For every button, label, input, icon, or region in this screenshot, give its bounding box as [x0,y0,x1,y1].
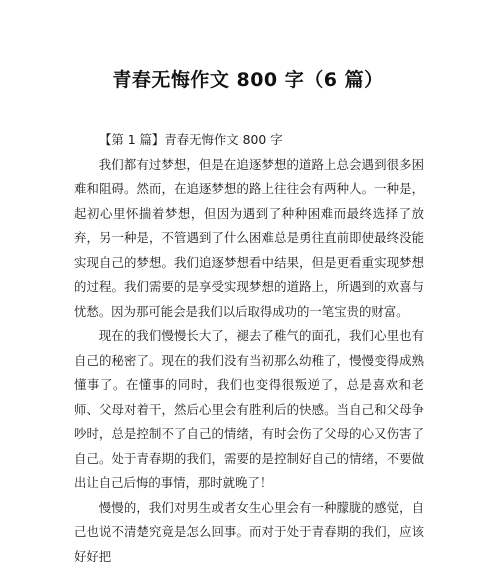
page-title: 青春无悔作文 800 字（6 篇） [0,66,496,94]
paragraph-1: 我们都有过梦想，但是在追逐梦想的道路上总会遇到很多困难和阻碍。然而，在追逐梦想的路上往往会有两种人。一种是，起初心里怀揣着梦想，但因为遇到了种种困难而最终选择了放弃，另一种是，不管遇到了什么困难总是勇往直前即使最终没能实现自己的梦想。我们追逐梦想看中结果，但是更看重实现梦想的过程。我们需要的是享受实现梦想的道路上，所遇到的欢喜与忧愁。因为那可能会是我们以后取得成功的一笔宝贵的财富。 [74,153,424,325]
paragraph-3: 慢慢的，我们对男生或者女生心里会有一种朦胧的感觉，自己也说不清楚究竟是怎么回事。而对于处于青春期的我们，应该好好把 [74,496,424,569]
section-heading: 【第 1 篇】青春无悔作文 800 字 [74,128,424,153]
article-body [74,128,424,569]
paragraph-2: 现在的我们慢慢长大了，褪去了稚气的面孔，我们心里也有自己的秘密了。现在的我们没有当初那么幼稚了，慢慢变得成熟懂事了。在懂事的同时，我们也变得很叛逆了，总是喜欢和老师、父母对着干，然后心里会有胜利后的快感。当自己和父母争吵时，总是控制不了自己的情绪，有时会伤了父母的心又伤害了自己。处于青春期的我们，需要的是控制好自己的情绪，不要做出让自己后悔的事情，那时就晚了！ [74,324,424,496]
